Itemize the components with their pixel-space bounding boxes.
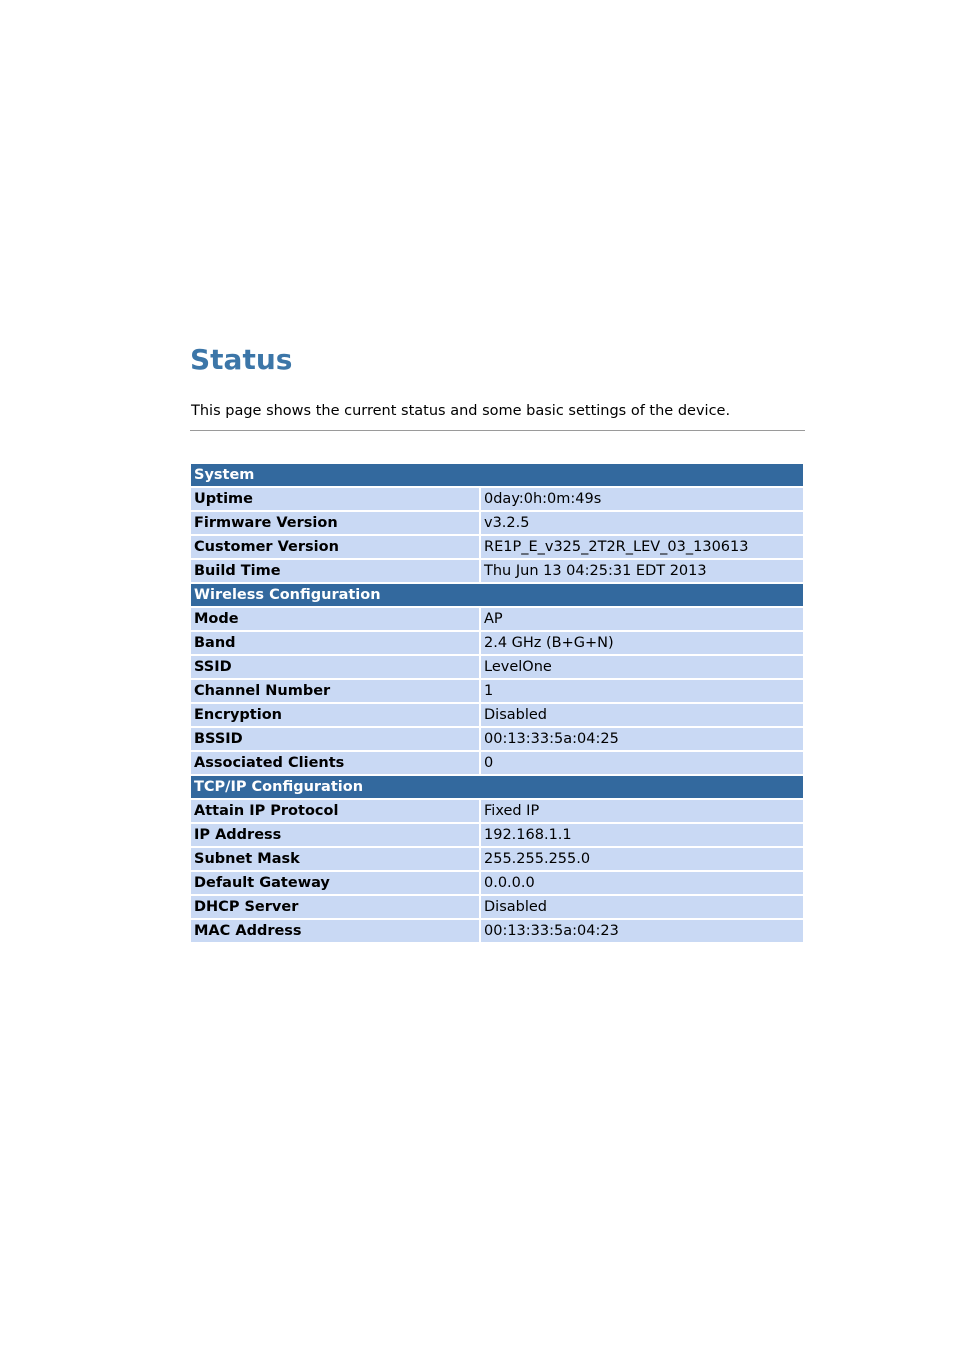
row-label: DHCP Server [191,896,481,920]
section-header-tcpip [191,776,803,800]
row-value: RE1P_E_v325_2T2R_LEV_03_130613 [481,536,803,560]
row-label: IP Address [191,824,481,848]
row-value: 0 [481,752,803,776]
row-label: Default Gateway [191,872,481,896]
row-label: Subnet Mask [191,848,481,872]
row-value: Disabled [481,896,803,920]
table-row [191,824,803,848]
row-label: Mode [191,608,481,632]
row-value: 192.168.1.1 [481,824,803,848]
table-row [191,680,803,704]
status-table [191,464,803,944]
row-label: MAC Address [191,920,481,944]
section-header-system [191,464,803,488]
table-row [191,512,803,536]
row-value: 00:13:33:5a:04:25 [481,728,803,752]
table-row [191,560,803,584]
row-label: Channel Number [191,680,481,704]
row-value: 00:13:33:5a:04:23 [481,920,803,944]
row-value: AP [481,608,803,632]
row-label: Firmware Version [191,512,481,536]
table-row [191,896,803,920]
row-value: Thu Jun 13 04:25:31 EDT 2013 [481,560,803,584]
row-value: LevelOne [481,656,803,680]
row-value: 255.255.255.0 [481,848,803,872]
table-row [191,872,803,896]
row-value: Disabled [481,704,803,728]
row-label: Associated Clients [191,752,481,776]
table-row [191,920,803,944]
row-value: 1 [481,680,803,704]
page-title: Status [190,343,293,376]
section-header-wireless [191,584,803,608]
row-value: 0.0.0.0 [481,872,803,896]
row-value: 0day:0h:0m:49s [481,488,803,512]
row-label: Uptime [191,488,481,512]
table-row [191,704,803,728]
table-row [191,656,803,680]
row-label: Encryption [191,704,481,728]
row-label: SSID [191,656,481,680]
section-title: TCP/IP Configuration [191,776,803,800]
table-row [191,728,803,752]
row-label: BSSID [191,728,481,752]
section-title: System [191,464,803,488]
divider [190,430,805,431]
page-description: This page shows the current status and some basic settings of the device. [191,403,731,419]
row-label: Customer Version [191,536,481,560]
row-value: v3.2.5 [481,512,803,536]
row-value: Fixed IP [481,800,803,824]
table-row [191,632,803,656]
row-label: Band [191,632,481,656]
row-label: Attain IP Protocol [191,800,481,824]
table-row [191,608,803,632]
table-row [191,536,803,560]
row-value: 2.4 GHz (B+G+N) [481,632,803,656]
table-row [191,848,803,872]
table-row [191,488,803,512]
row-label: Build Time [191,560,481,584]
table-row [191,800,803,824]
section-title: Wireless Configuration [191,584,803,608]
table-row [191,752,803,776]
